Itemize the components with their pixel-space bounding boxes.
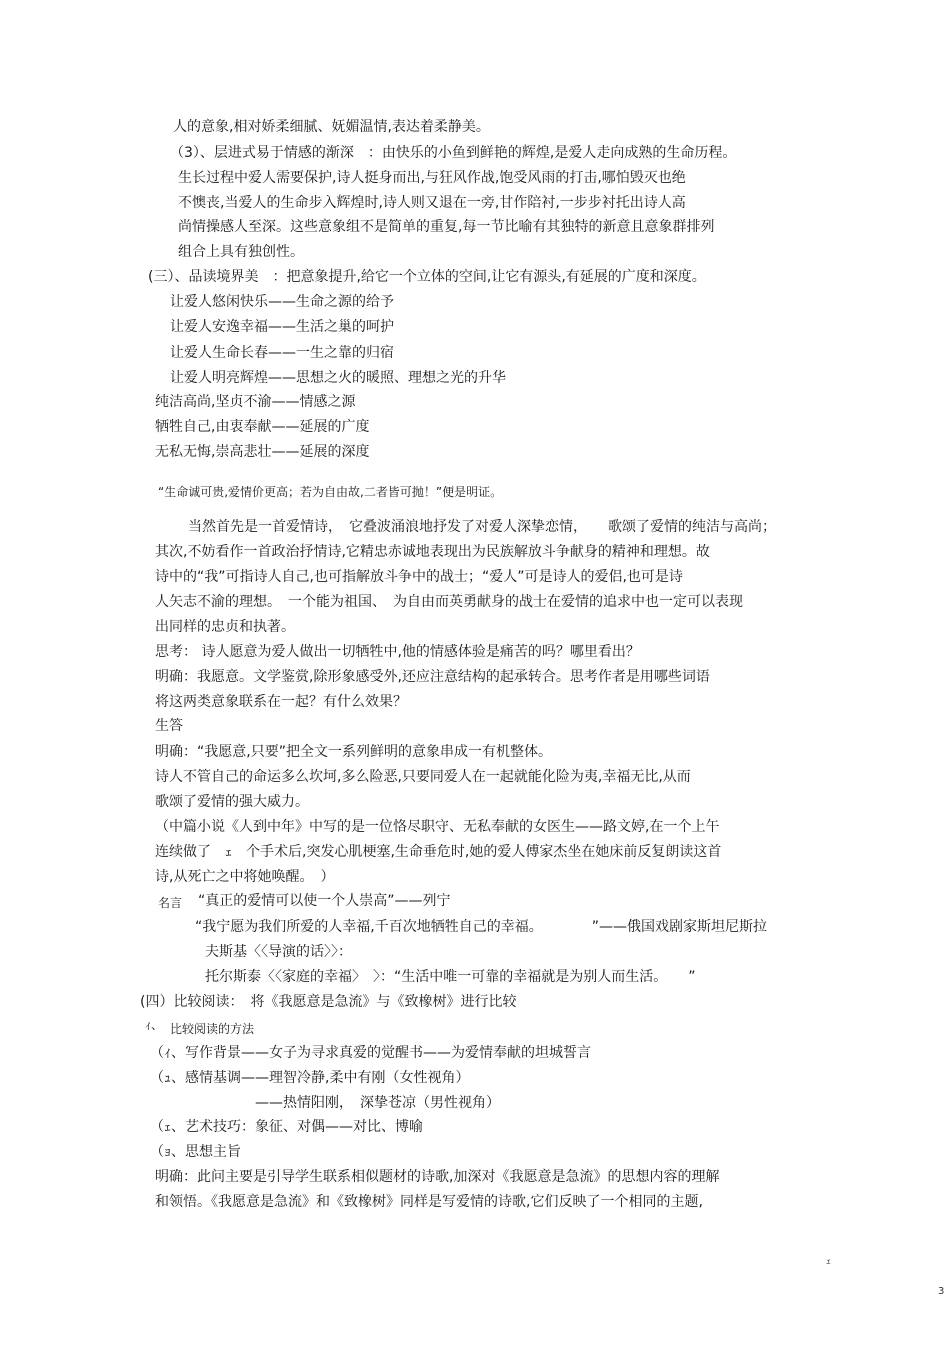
text-line: 诗人不管自己的命运多么坎坷,多么险恶,只要同爱人在一起就能化险为夷,幸福无比,从而 [155,769,691,785]
paragraph-line: 人矢志不渝的理想。 一个能为祖国、 为自由而英勇献身的战士在爱情的追求中也一定可以表现 [155,594,743,610]
text-line: 让爱人悠闲快乐——生命之源的给予 [170,294,394,310]
text-line: 纯洁高尚,坚贞不渝——情感之源 [155,394,356,410]
list-item: （ｮ、思想主旨 [150,1144,241,1160]
text-line: （3）、层进式易于情感的渐深 ：由快乐的小鱼到鲜艳的辉煌,是爱人走向成熟的生命历程。 [170,145,737,161]
list-item: （ｪ、艺术技巧：象征、对偶——对比、博喻 [150,1119,423,1135]
text-line: 不懊丧,当爱人的生命步入辉煌时,诗人则又退在一旁,甘作陪衬,一步步衬托出诗人高 [178,195,686,211]
section-heading: (四）比较阅读： 将《我愿意是急流》与《致橡树》进行比较 [140,994,517,1010]
answer-line: 明确：我愿意。文学鉴赏,除形象感受外,还应注意结构的起承转合。思考作者是用哪些词语 [155,669,710,685]
quote-line: 托尔斯泰〈〈家庭的幸福〉 〉：“生活中唯一可靠的幸福就是为别人而生活。 ” [205,969,696,985]
text-line: 让爱人安逸幸福——生活之巢的呵护 [170,319,394,335]
paragraph-line: 诗中的“我”可指诗人自己,也可指解放斗争中的战士；“爱人”可是诗人的爱侣,也可是诗 [155,569,683,585]
quote-line: “我宁愿为我们所爱的人幸福,千百次地牺牲自己的幸福。 ”——俄国戏剧家斯坦尼斯拉 [195,919,767,935]
quote-line: “真正的爱情可以使一个人崇高”——列宁 [198,893,451,909]
paragraph-line: 出同样的忠贞和执著。 [155,619,295,635]
text-line: 人的意象,相对娇柔细腻、妩媚温情,表达着柔静美。 [173,119,490,135]
subheading: 比较阅读的方法 [170,1022,255,1036]
famous-quotes-label: 名言 [158,896,183,910]
list-item: ——热情阳刚， 深挚苍凉（男性视角） [255,1095,500,1111]
text-line: 生答 [155,718,183,734]
answer-line: 明确：此问主要是引导学生联系相似题材的诗歌,加深对《我愿意是急流》的思想内容的理解 [155,1169,720,1185]
list-item: （ｭ、感情基调——理智冷静,柔中有刚（女性视角） [150,1070,470,1086]
text-line: 牺牲自己,由衷奉献——延展的广度 [155,419,370,435]
page-number: ｪ [826,1256,831,1267]
text-line: 歌颂了爱情的强大威力。 [155,794,309,810]
quote-line: “生命诚可贵,爱情价更高；若为自由故,二者皆可抛！”便是明证。 [158,485,503,499]
list-marker: ｨ、 [145,1018,164,1032]
section-heading: (三）、品读境界美 ：把意象提升,给它一个立体的空间,让它有源头,有延展的广度和深度。 [148,269,706,285]
page-number: 3 [938,1286,945,1297]
answer-line: 将这两类意象联系在一起？有什么效果？ [155,694,407,710]
question-line: 思考： 诗人愿意为爱人做出一切牺牲中,他的情感体验是痛苦的吗？哪里看出？ [155,644,640,660]
paragraph-line: 其次,不妨看作一首政治抒情诗,它精忠赤诚地表现出为民族解放斗争献身的精神和理想。故 [155,544,710,560]
list-item: （ｨ、写作背景——女子为寻求真爱的觉醒书——为爱情奉献的坦城誓言 [150,1045,591,1061]
answer-line: 明确：“我愿意,只要”把全文一系列鲜明的意象串成一有机整体。 [155,744,552,760]
text-line: 连续做了 ｪ 个手术后,突发心肌梗塞,生命垂危时,她的爱人傅家杰坐在她床前反复朗读这首 [155,844,722,860]
text-line: 无私无悔,崇高悲壮——延展的深度 [155,444,370,460]
text-line: （中篇小说《人到中年》中写的是一位恪尽职守、无私奉献的女医生——路文婷,在一个上午 [155,819,720,835]
text-line: 让爱人生命长春——一生之靠的归宿 [170,345,394,361]
text-line: 组合上具有独创性。 [178,244,304,260]
text-line: 让爱人明亮辉煌——思想之火的暖照、理想之光的升华 [170,370,506,386]
text-line: 诗,从死亡之中将她唤醒。 ） [155,869,335,885]
quote-line: 夫斯基〈〈导演的话〉〉： [205,944,352,960]
text-line: 生长过程中爱人需要保护,诗人挺身而出,与狂风作战,饱受风雨的打击,哪怕毁灭也绝 [178,170,686,186]
paragraph-line: 当然首先是一首爱情诗， 它叠波涌浪地抒发了对爱人深挚恋情， 歌颂了爱情的纯洁与高尚； [188,519,776,535]
text-line: 尚情操感人至深。这些意象组不是简单的重复,每一节比喻有其独特的新意且意象群排列 [178,219,715,235]
answer-line: 和领悟。《我愿意是急流》和《致橡树》同样是写爱情的诗歌,它们反映了一个相同的主题, [155,1194,703,1210]
